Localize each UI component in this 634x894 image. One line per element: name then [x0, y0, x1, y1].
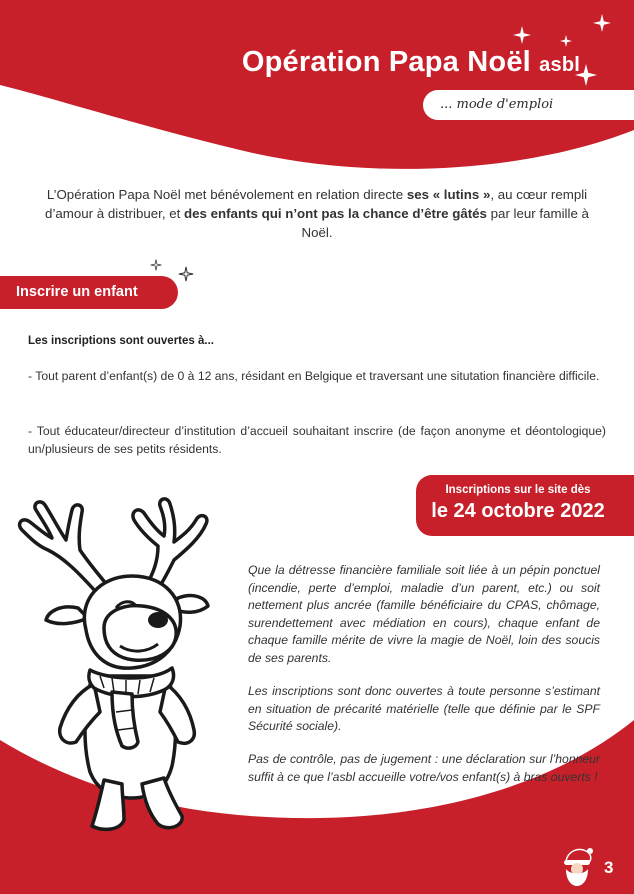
date-badge-date: le 24 octobre 2022: [431, 500, 605, 522]
body-paragraph: Les inscriptions sont donc ouvertes à toute personne s’estimant en situation de précarité matérielle (telle que définie par le SPF Sécurité sociale).: [248, 684, 600, 734]
title-suffix: asbl: [539, 54, 580, 76]
reindeer-illustration: [8, 480, 238, 840]
page-title: [120, 46, 580, 79]
santa-icon: [560, 845, 594, 887]
page-number: 3: [604, 858, 614, 877]
sparkle-icon: [593, 14, 611, 32]
sparkle-icon: [150, 259, 162, 271]
sparkle-icon: [513, 26, 531, 44]
section-heading: Les inscriptions sont ouvertes à...: [28, 335, 214, 347]
sparkle-icon: [178, 266, 194, 282]
intro-paragraph: [30, 185, 604, 242]
body-paragraph: Pas de contrôle, pas de jugement : une déclaration sur l’honneur suffit à ce que l’asbl accueille votre/vos enfant(s) à bras ouverts !: [248, 752, 600, 784]
title-main: Opération Papa Noël: [241, 46, 531, 78]
intro-text: L’Opération Papa Noël met bénévolement en relation directe: [46, 187, 407, 202]
eligibility-item: - Tout éducateur/directeur d’institution d’accueil souhaitant inscrire (de façon anonyme et déontologique) un/plusieurs de ses petits résidents.: [28, 424, 606, 456]
intro-text: par leur famille à Noël.: [301, 206, 589, 240]
date-badge-label: Inscriptions sur le site dès: [445, 484, 591, 496]
subtitle: ... mode d'emploi: [440, 97, 554, 112]
eligibility-item: - Tout parent d’enfant(s) de 0 à 12 ans, résidant en Belgique et traversant une situtation financière difficile.: [28, 369, 600, 383]
intro-bold: ses « lutins »: [406, 187, 491, 202]
section-title: Inscrire un enfant: [16, 284, 138, 300]
intro-bold: des enfants qui n’ont pas la chance d’être gâtés: [184, 206, 487, 221]
body-paragraph: Que la détresse financière familiale soit liée à un pépin ponctuel (incendie, perte d’emploi, maladie d’un parent, etc.) ou soit nettement plus ancrée (famille bénéficiaire du CPAS, chômage, surendettement avec médiation en cours), chaque enfant de chaque famille mérite de vivre la magie de Noël, loin des soucis de ses parents.: [248, 563, 600, 665]
intro-text: , au cœur rempli d’amour à distribuer, et: [45, 187, 588, 221]
